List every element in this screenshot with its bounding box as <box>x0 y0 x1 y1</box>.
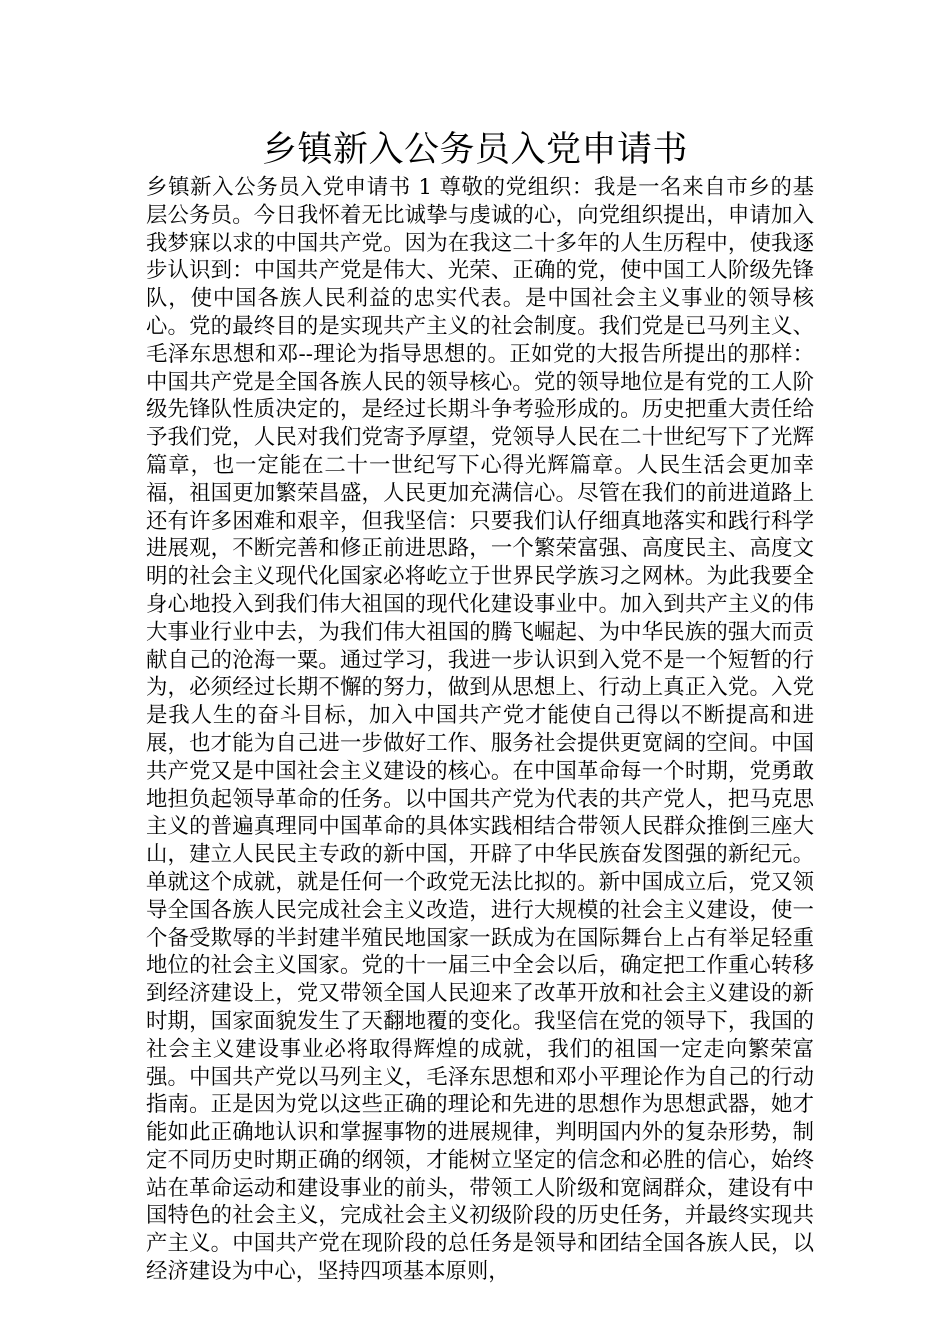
document-title: 乡镇新入公务员入党申请书 <box>261 130 688 170</box>
document-body-text: 乡镇新入公务员入党申请书 1 尊敬的党组织：我是一名来自市乡的基层公务员。今日我怀着无比诚挚与虔诚的心，向党组织提出，申请加入我梦寐以求的中国共产党。因为在我这二十多年的人生历程中，使我逐步认识到：中国共产党是伟大、光荣、正确的党，使中国工人阶级先锋队，使中国各族人民利益的忠实代表。是中国社会主义事业的领导核心。党的最终目的是实现共产主义的社会制度。我们党是已马列主义、毛泽东思想和邓--理论为指导思想的。正如党的大报告所提出的那样：中国共产党是全国各族人民的领导核心。党的领导地位是有党的工人阶级先锋队性质决定的，是经过长期斗争考验形成的。历史把重大责任给予我们党，人民对我们党寄予厚望，党领导人民在二十世纪写下了光辉篇章，也一定能在二十一世纪写下心得光辉篇章。人民生活会更加幸福，祖国更加繁荣昌盛，人民更加充满信心。尽管在我们的前进道路上还有许多困难和艰辛，但我坚信：只要我们认仔细真地落实和践行科学进展观，不断完善和修正前进思路，一个繁荣富强、高度民主、高度文明的社会主义现代化国家必将屹立于世界民学族习之网林。为此我要全身心地投入到我们伟大祖国的现代化建设事业中。加入到共产主义的伟大事业行业中去，为我们伟大祖国的腾飞崛起、为中华民族的强大而贡献自己的沧海一粟。通过学习，我进一步认识到入党不是一个短暂的行为，必须经过长期不懈的努力，做到从思想上、行动上真正入党。入党是我人生的奋斗目标，加入中国共产党才能使自己得以不断提高和进展，也才能为自己进一步做好工作、服务社会提供更宽阔的空间。中国共产党又是中国社会主义建设的核心。在中国革命每一个时期，党勇敢地担负起领导革命的任务。以中国共产党为代表的共产党人，把马克思主义的普遍真理同中国革命的具体实践相结合带领人民群众推倒三座大山，建立人民民主专政的新中国，开辟了中华民族奋发图强的新纪元。单就这个成就，就是任何一个政党无法比拟的。新中国成立后，党又领导全国各族人民完成社会主义改造，进行大规模的社会主义建设，使一个备受欺辱的半封建半殖民地国家一跃成为在国际舞台上占有举足轻重地位的社会主义国家。党的十一届三中全会以后，确定把工作重心转移到经济建设上，党又带领全国人民迎来了改革开放和社会主义建设的新时期，国家面貌发生了天翻地覆的变化。我坚信在党的领导下，我国的社会主义建设事业必将取得辉煌的成就，我们的祖国一定走向繁荣富强。中国共产党以马列主义，毛泽东思想和邓小平理论作为自己的行动指南。正是因为党以这些正确的理论和先进的思想作为思想武器，她才能如此正确地认识和掌握事物的进展规律，判明国内外的复杂形势，制定不同历史时期正确的纲领，才能树立坚定的信念和必胜的信心，始终站在革命运动和建设事业的前头，带领工人阶级和宽阔群众，建设有中国特色的社会主义，完成社会主义初级阶段的历史任务，并最终实现共产主义。中国共产党在现阶段的总任务是领导和团结全国各族人民，以经济建设为中心，坚持四项基本原则， <box>146 175 814 1285</box>
